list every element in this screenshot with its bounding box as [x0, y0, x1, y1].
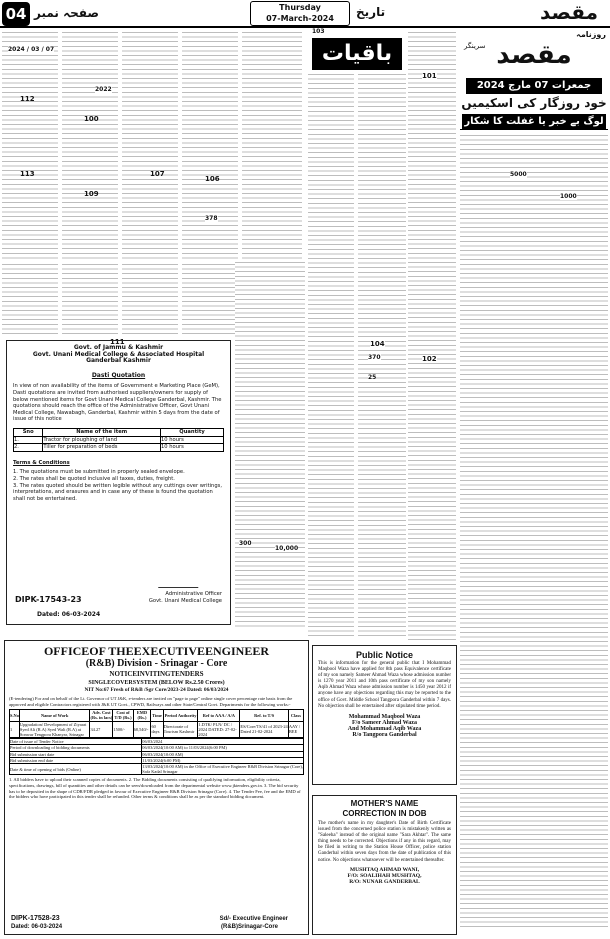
- quotation-ad: [6, 340, 231, 625]
- table-cell: AAY / BEE: [288, 721, 303, 738]
- item-number: 106: [205, 175, 220, 183]
- news-column-top-right: [312, 28, 408, 36]
- date-box: [250, 1, 350, 26]
- kicker: سرینگر: [464, 42, 486, 50]
- quotation-ref: DIPK-17543-23: [15, 595, 82, 605]
- table-cell: Bid submission start date: [10, 751, 142, 757]
- column: [62, 262, 118, 334]
- correction-sign: R/O: NUNAR GANDERBAL: [349, 878, 420, 885]
- column: [460, 133, 608, 931]
- correction-title: CORRECTION IN DOB: [342, 809, 427, 818]
- table-cell: 06/03/2024: [142, 739, 304, 745]
- item-number: 103: [312, 28, 325, 35]
- masthead: [0, 0, 610, 28]
- column: [2, 262, 58, 334]
- table-header: EMD (Rs.): [133, 710, 151, 721]
- table-cell: Upgradation/ Development of Ziyarat Syed Ali (R.A) Syed Wali (R.A) at Sonwar Tengpora Khanyar, Srinagar: [19, 721, 90, 738]
- tender-system: SINGLECOVERSYSTEM (BELOW Rs.2.50 Crores): [88, 680, 225, 686]
- headline-2: لوگ بے خبر یا غفلت کا شکار: [462, 114, 606, 129]
- signatory: Govt. Unani Medical College: [148, 598, 222, 605]
- amount: 378: [205, 215, 218, 222]
- table-cell: Date of issue of Tender Notice: [10, 739, 142, 745]
- table-cell: 11/03/2024(6:00 PM): [142, 757, 304, 763]
- editorial-logo: مقصد: [496, 40, 572, 70]
- table-cell: 34.27: [90, 721, 113, 738]
- news-columns-left: [0, 30, 305, 346]
- table-row: [10, 721, 304, 738]
- table-cell: Tiller for preparation of beds: [43, 444, 161, 452]
- headline-1: خود روزگار کی اسکیمیں: [461, 96, 607, 110]
- item-number: 111: [110, 338, 125, 346]
- news-columns-middle: [235, 260, 305, 630]
- amount: 300: [239, 540, 252, 547]
- table-row: [14, 436, 224, 444]
- table-cell: 1500/-: [113, 721, 133, 738]
- editorial-body: [460, 133, 608, 931]
- quotation-dated: Dated: 06-03-2024: [37, 611, 101, 619]
- tender-table: [9, 709, 304, 738]
- table-header: Class: [288, 710, 303, 721]
- term: 2. The rates shall be quoted inclusive all taxes, duties, freight.: [13, 475, 175, 482]
- table-cell: Bid submission end date: [10, 757, 142, 763]
- amount: 2024 / 03 / 07: [8, 46, 55, 53]
- column: [242, 30, 302, 260]
- table-header: Name of the item: [43, 428, 161, 436]
- table-cell: ES/Core/TS/41 of 2023-24 Dated 21-02-2024: [240, 721, 288, 738]
- table-cell: 60 days: [151, 721, 163, 738]
- item-number: 112: [20, 95, 35, 103]
- table-cell: 1: [10, 721, 20, 738]
- notice-sign: F/o Sameer Ahmad Waza: [352, 719, 417, 726]
- column: [358, 72, 406, 640]
- column: [2, 30, 58, 260]
- notice-title: Public Notice: [355, 650, 413, 660]
- tender-subtitle: (R&B) Division - Srinagar - Core: [85, 658, 228, 669]
- column: [235, 260, 305, 630]
- table-cell: 13/03/2024(10:00 AM) in the Office of Executive Engineer R&B Division Srinagar (Core), Safa Kadal Srinagar: [142, 764, 303, 775]
- page-number-badge: 04: [2, 2, 30, 26]
- issue-date: جمعرات 07 مارچ 2024: [466, 78, 602, 94]
- table-header: Time: [151, 710, 163, 721]
- table-cell: Period of downloading of bidding documents: [10, 745, 142, 751]
- college-name: Govt. Unani Medical College & Associated Hospital: [32, 350, 205, 358]
- amount: 370: [368, 354, 381, 361]
- notice-sign: Mohammad Maqbool Waza: [348, 713, 421, 720]
- editorial-header: [460, 30, 608, 130]
- table-cell: 06/03/2024(10:00 AM): [142, 751, 304, 757]
- amount: 10,000: [275, 545, 299, 552]
- column: [62, 30, 118, 260]
- table-cell: 2.: [14, 444, 43, 452]
- column: [308, 72, 354, 640]
- table-cell: Directorate of Tourism Kashmir: [163, 721, 198, 738]
- column: [122, 262, 178, 334]
- tender-sign: Sd/- Executive Engineer: [219, 916, 288, 923]
- table-cell: Tractor for ploughing of land: [43, 436, 161, 444]
- correction-body: The mother's name in my daughter's Date of Birth Certificate issued from the concerned police station is mistakenly written as "Saleeha" instead of the original name "Sara Akhtar". The same thing needs to be corrected. Objections if any in this regard, may be filed in writing to the Station House Officer, police station Ganderbal within seven days from the date of publication of this notice. No objections whatsoever will be entertained thereafter.: [318, 821, 451, 863]
- notice-body: This is information for the general public that I Mohammad Maqbool Waza have applied for 8th pass Equivalence certificate of my son namely Sameer Ahmad Waza whose admission number is 1270 year 2011 and 10th pass certificate of my son namely Aqib Ahmad Waza whose admission number is 1450 year 2012 if anyone have any objections regarding this may be reported to the office of Govt. Middle School Tangpora Ganderbal within 7 days. No objection shall be entertained after stipulated time period.: [318, 661, 451, 709]
- table-header: Name of Work: [19, 710, 90, 721]
- table-cell: 1.DTK/ PLN/ DC / 2024 DATED: 27-02-2024: [198, 721, 240, 738]
- tender-notes: 1. All bidders have to upload their scanned copies of documents. 2. The Bidding documents consisting of qualifying information, eligibility criteria, specifications, drawings, bill of quantities and other details can be seen/downloaded from the departmental website www.jktenders.gov.in. 3. The bid security has to be deposited in the shape of CDR/FDR pledged in favour of Executive Engineer R&B Division Srinagar (Core). 4. The Tender Fee, fee and the EMD of the bidders who have participated in this tender shall be refunded. Other terms & conditions shall be as per the standard bidding document.: [9, 777, 301, 800]
- table-header: Ref to AAA / A/A: [198, 710, 240, 721]
- news-columns-center-2: [408, 30, 456, 640]
- tender-dates-table: [9, 738, 304, 775]
- signatory: Administrative Officer: [165, 591, 222, 598]
- tender-dated: Dated: 06-03-2024: [11, 924, 63, 931]
- college-place: Ganderbal Kashmir: [86, 357, 151, 365]
- amount: 2022: [95, 86, 112, 93]
- table-header: Sno: [14, 428, 43, 436]
- section-title: باقیات: [312, 38, 402, 70]
- correction-sign: F/O: SOALIHAH MUSHTAQ,: [347, 872, 422, 879]
- table-header: S.No: [10, 710, 20, 721]
- name-correction-notice: [312, 795, 457, 935]
- amount: 25: [368, 374, 377, 381]
- item-number: 104: [370, 340, 385, 348]
- table-cell: 06/03/2024(10:00 AM) to 11/03/2024(6:00 PM): [142, 745, 304, 751]
- item-number: 101: [422, 72, 437, 80]
- correction-title: MOTHER'S NAME: [350, 799, 419, 808]
- amount: 5000: [510, 171, 527, 178]
- page-label: صفحہ نمبر: [34, 6, 100, 20]
- table-cell: 1.: [14, 436, 43, 444]
- column: [122, 30, 178, 260]
- table-header: Adv. Cost (Rs. in lacs): [90, 710, 113, 721]
- tender-ad: [4, 640, 309, 935]
- table-cell: 68,540/-: [133, 721, 151, 738]
- day: Thursday: [279, 3, 321, 12]
- table-row: [14, 444, 224, 452]
- item-number: 100: [84, 115, 99, 123]
- column: [182, 30, 238, 260]
- table-header: Period Authority: [163, 710, 198, 721]
- table-header: Cost of T/D (Rs.): [114, 710, 132, 721]
- date-label: تاریخ: [356, 5, 386, 19]
- column: [182, 262, 238, 334]
- date: 07-March-2024: [266, 14, 334, 23]
- terms-title: Terms & Conditions: [13, 459, 70, 466]
- paper-name: مقصد: [540, 0, 599, 24]
- item-number: 109: [84, 190, 99, 198]
- gov-name: Govt. of Jammu & Kashmir: [73, 344, 164, 351]
- amount: 1000: [560, 193, 577, 200]
- item-number: 107: [150, 170, 165, 178]
- quotation-title: Dasti Quotation: [91, 371, 146, 379]
- tender-title: OFFICEOF THEEXECUTIVEENGINEER: [43, 644, 270, 658]
- paper-type: روزنامہ: [576, 30, 606, 39]
- table-cell: 10 hours: [160, 444, 223, 452]
- term: 1. The quotations must be submitted in properly sealed envelope.: [13, 469, 185, 476]
- signature: [158, 574, 202, 588]
- public-notice: [312, 645, 457, 785]
- table-header: Quantity: [160, 428, 223, 436]
- table-header: Ref. to T/S: [240, 710, 288, 721]
- tender-intro: (E-tendering) For and on behalf of the Lt. Governor of UT J&K, e-tenders are invited on "page to page" online single cover percentage rate basis from the approved and eligible Contractors registered with J&K UT Govt., CPWD, Railways and other State/Central Govt. Departments for the following works:-: [9, 696, 293, 707]
- item-number: 102: [422, 355, 437, 363]
- tender-sign: (R&B)Srinagar-Core: [220, 924, 278, 931]
- tender-ref: DIPK-17528-23: [11, 915, 60, 923]
- correction-sign: MUSHTAQ AHMAD WANI,: [349, 866, 420, 873]
- term: 3. The rates quoted should be written legible without any cuttings over writings, interpretations, and erasures and in case any of these is found the quotation shall not be entertained.: [13, 482, 222, 502]
- news-columns-center: [308, 72, 406, 640]
- quotation-table: [13, 428, 224, 452]
- quotation-body: In view of non availability of the items of Government e Marketing Place (GeM), Dasti quotations are invited from authorised suppliers/owners for supply of below mentioned items for Govt Unani Medical College Ganderbal, Kashmir. The quotations should reach the office of the Administrative Officer, Govt Unani Medical College, Nawabagh, Ganderbal, Kashmir within 5 days from the date of issue of this notice: [13, 383, 222, 423]
- tender-notice: NOTICEINVITINGTENDERS: [109, 670, 204, 678]
- notice-sign: R/o Tangpora Ganderbal: [352, 732, 417, 739]
- table-cell: Date & time of opening of bids (Online): [10, 764, 142, 775]
- column: [408, 30, 456, 640]
- notice-sign: And Mohammad Aqib Waza: [347, 725, 422, 732]
- item-number: 113: [20, 170, 35, 178]
- table-row: [10, 764, 304, 775]
- tender-nit: NIT No:67 Fresh of R&B /Sgr Core/2023-24 Dated: 06/03/2024: [84, 687, 229, 693]
- table-cell: 10 hours: [160, 436, 223, 444]
